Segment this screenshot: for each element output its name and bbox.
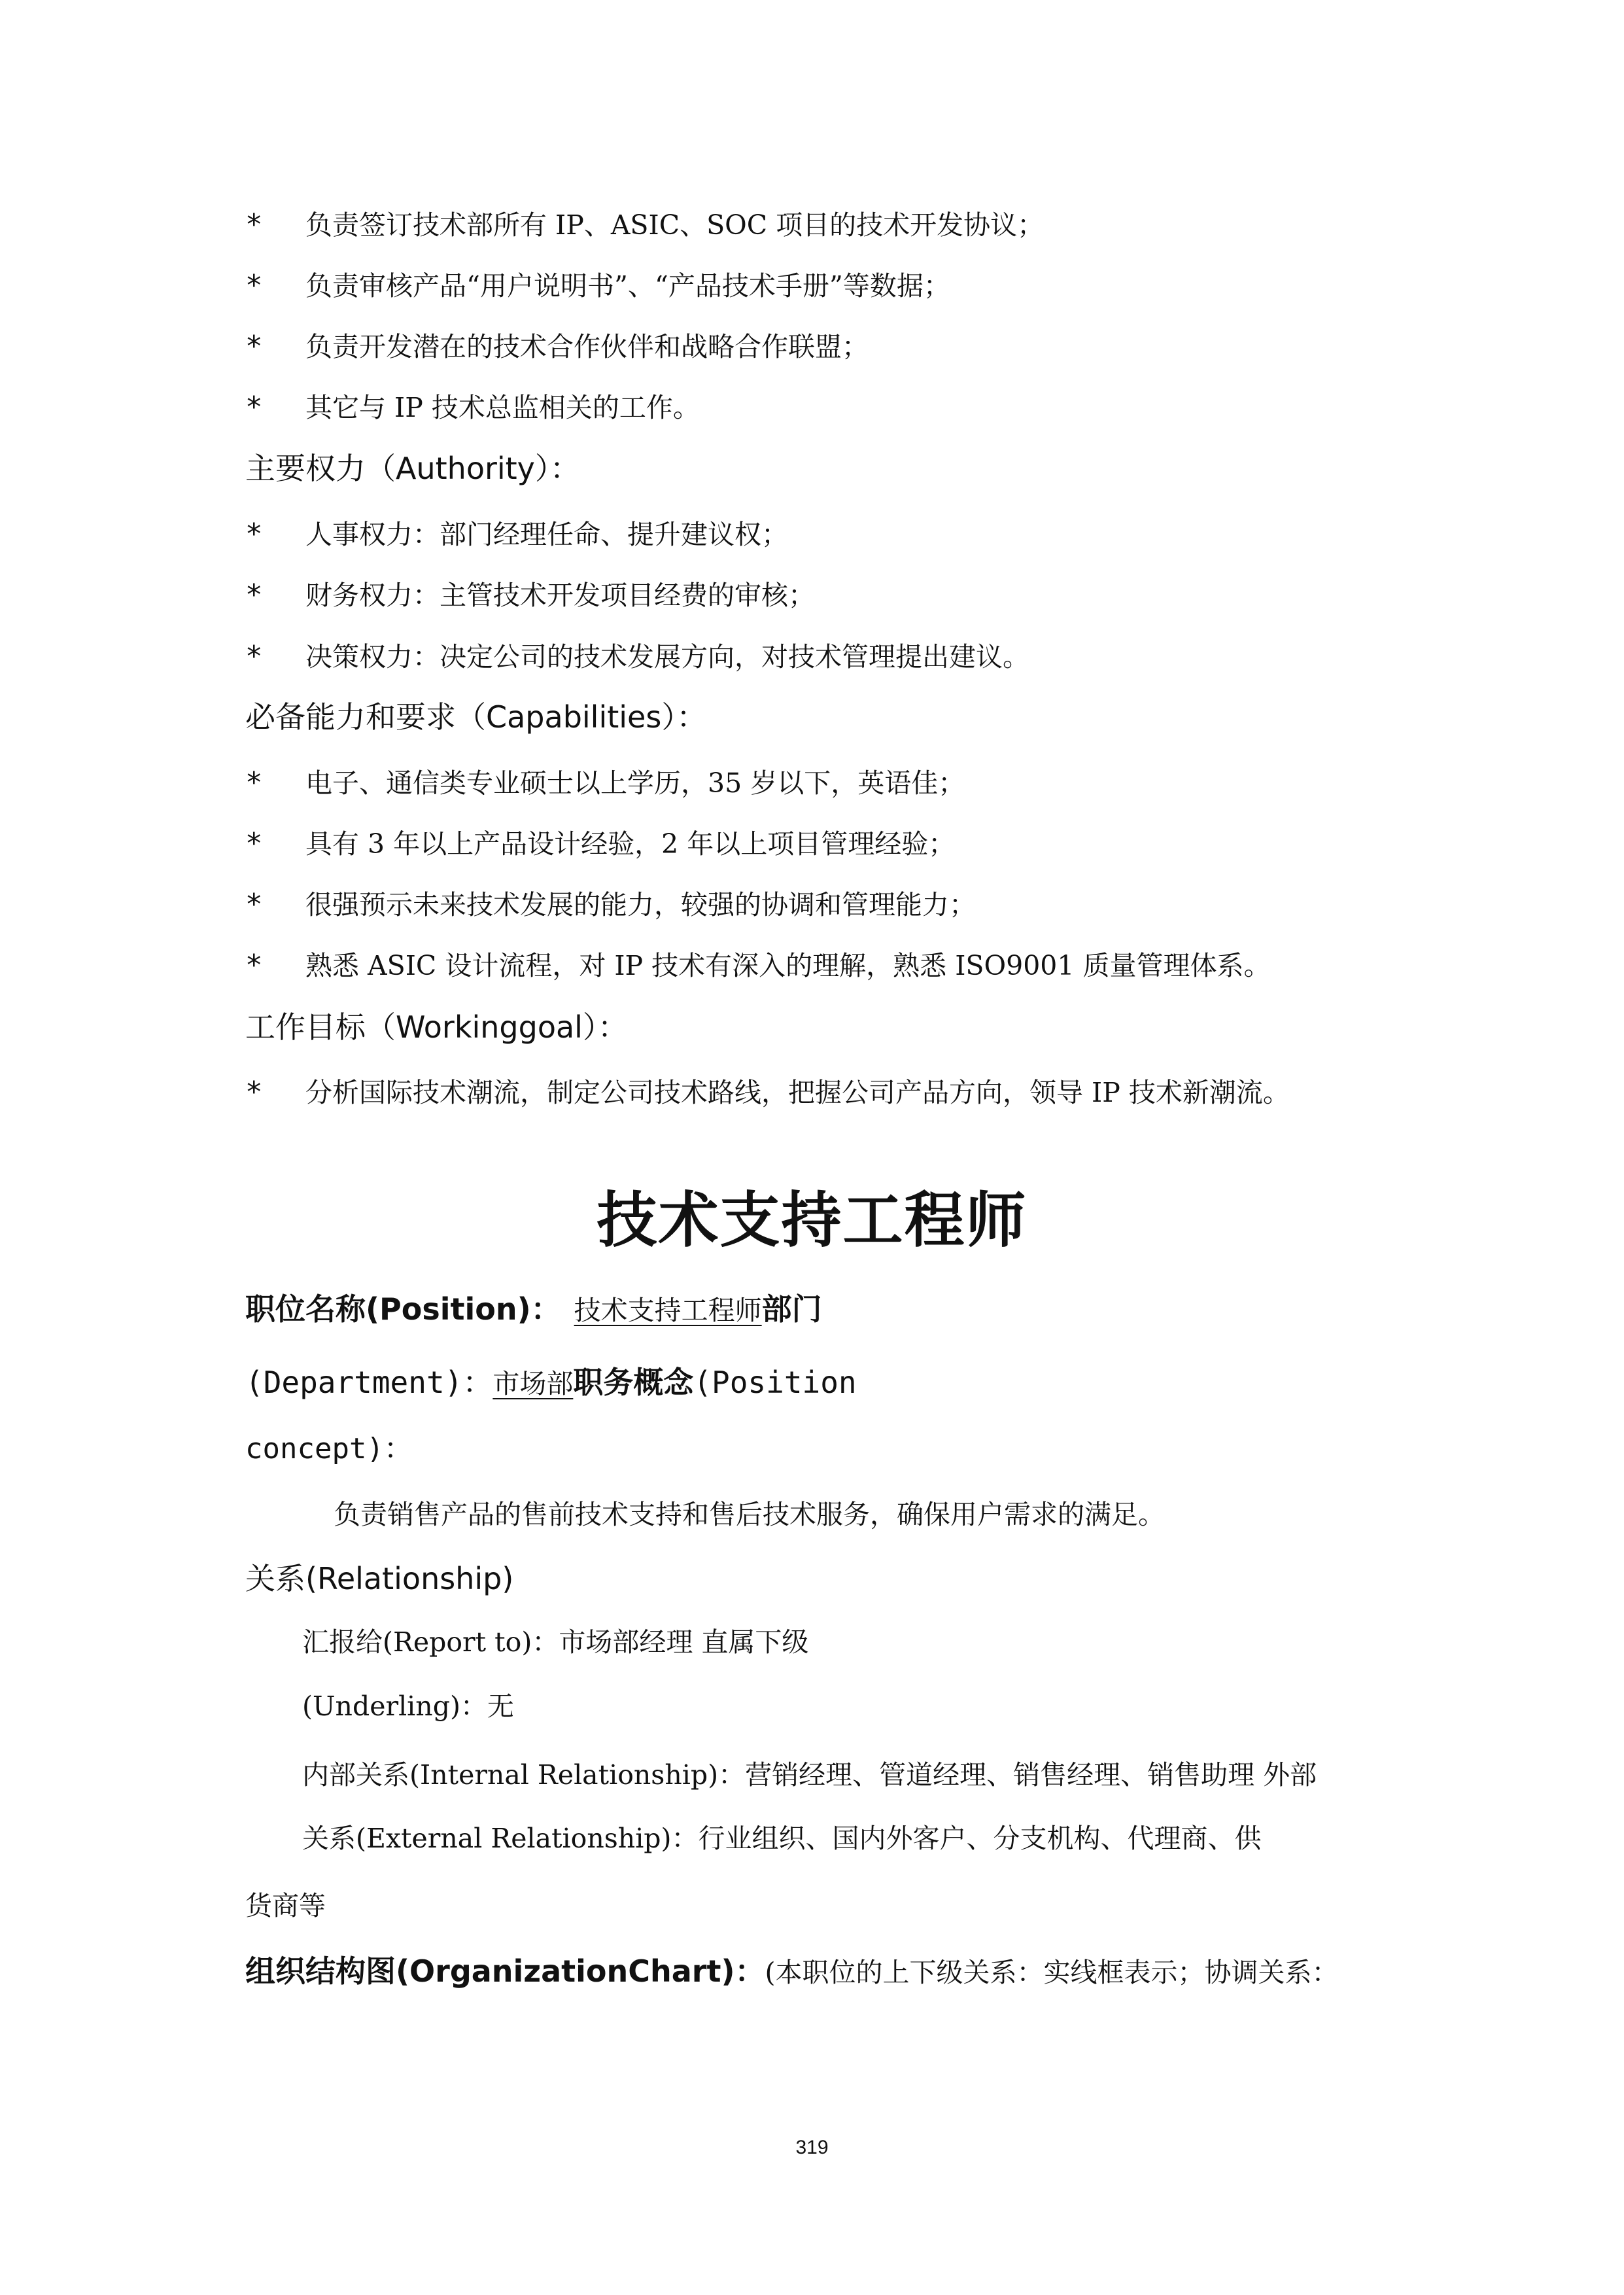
bullet-mark: * [245, 391, 263, 424]
department-label-cn: 部门 [761, 1291, 822, 1327]
external-relationship-cont: 货商等 [245, 1890, 326, 1921]
bullet-mark: * [245, 888, 263, 921]
bullet-mark: * [245, 578, 263, 612]
capability-item [245, 951, 1270, 980]
authority-item [245, 517, 788, 551]
duty-item [245, 332, 869, 361]
capability-item [245, 766, 965, 799]
external-relationship-line: 关系(External Relationship)：行业组织、国内外客户、分支机构、代理商、供 [302, 1823, 1262, 1854]
concept-label-cn: 职务概念 [573, 1365, 694, 1400]
duty-item-text: 负责审核产品“用户说明书”、“产品技术手册”等数据； [305, 270, 950, 302]
authority-item-text: 财务权力：主管技术开发项目经费的审核； [305, 580, 815, 611]
working-goal-heading: 工作目标（Workinggoal）： [245, 1009, 628, 1045]
duty-item-text: 其它与 IP 技术总监相关的工作。 [305, 392, 700, 423]
capability-item-text: 很强预示未来技术发展的能力，较强的协调和管理能力； [305, 889, 976, 920]
working-goal-item-text: 分析国际技术潮流，制定公司技术路线，把握公司产品方向，领导 IP 技术新潮流。 [305, 1077, 1290, 1108]
org-chart-label: 组织结构图(OrganizationChart)： [245, 1953, 765, 1989]
department-value: 市场部 [492, 1368, 574, 1399]
capability-item-text: 熟悉 ASIC 设计流程，对 IP 技术有深入的理解，熟悉 ISO9001 质量管理体系。 [305, 950, 1271, 981]
bullet-mark: * [245, 827, 263, 860]
bullet-mark: * [245, 517, 263, 551]
bullet-mark: * [245, 949, 263, 982]
capability-item [245, 827, 956, 860]
org-chart-note: (本职位的上下级关系：实线框表示；协调关系： [765, 1957, 1339, 1988]
department-label-en: (Department)： [245, 1365, 493, 1400]
bullet-mark: * [245, 1076, 263, 1109]
internal-relationship-line: 内部关系(Internal Relationship)：营销经理、管道经理、销售经理、销售助理 外部 [302, 1759, 1317, 1791]
concept-label-cont: concept)： [245, 1432, 413, 1465]
relationship-heading: 关系(Relationship) [245, 1561, 514, 1596]
duty-item [245, 269, 950, 302]
underling-line: (Underling)：无 [302, 1691, 514, 1722]
position-line [245, 1291, 822, 1327]
authority-item [245, 642, 1029, 671]
position-value: 技术支持工程师 [574, 1295, 762, 1326]
bullet-mark: * [245, 640, 263, 673]
capability-item-text: 具有 3 年以上产品设计经验，2 年以上项目管理经验； [305, 828, 956, 860]
capability-item-text: 电子、通信类专业硕士以上学历，35 岁以下，英语佳； [305, 767, 965, 799]
bullet-mark: * [245, 208, 263, 241]
capability-item [245, 890, 976, 919]
bullet-mark: * [245, 766, 263, 799]
authority-heading: 主要权力（Authority）： [245, 451, 580, 486]
section-title: 技术支持工程师 [596, 1185, 1028, 1255]
duty-item [245, 208, 1045, 241]
department-line [245, 1365, 857, 1400]
concept-text: 负责销售产品的售前技术支持和售后技术服务，确保用户需求的满足。 [334, 1499, 1165, 1530]
position-label: 职位名称(Position)： [245, 1291, 561, 1327]
org-chart-line [245, 1953, 1339, 1989]
duty-item-text: 负责签订技术部所有 IP、ASIC、SOC 项目的技术开发协议； [305, 209, 1045, 241]
bullet-mark: * [245, 330, 263, 363]
working-goal-item [245, 1078, 1290, 1107]
page-number: 319 [795, 2137, 829, 2158]
authority-item [245, 578, 815, 612]
duty-item-text: 负责开发潜在的技术合作伙伴和战略合作联盟； [305, 331, 869, 362]
bullet-mark: * [245, 269, 263, 302]
duty-item [245, 393, 700, 422]
authority-item-text: 人事权力：部门经理任命、提升建议权； [305, 519, 788, 550]
capabilities-heading: 必备能力和要求（Capabilities）： [245, 699, 707, 735]
authority-item-text: 决策权力：决定公司的技术发展方向，对技术管理提出建议。 [305, 641, 1029, 673]
concept-label-en: (Position [693, 1365, 857, 1400]
report-to-line: 汇报给(Report to)：市场部经理 直属下级 [302, 1626, 809, 1658]
